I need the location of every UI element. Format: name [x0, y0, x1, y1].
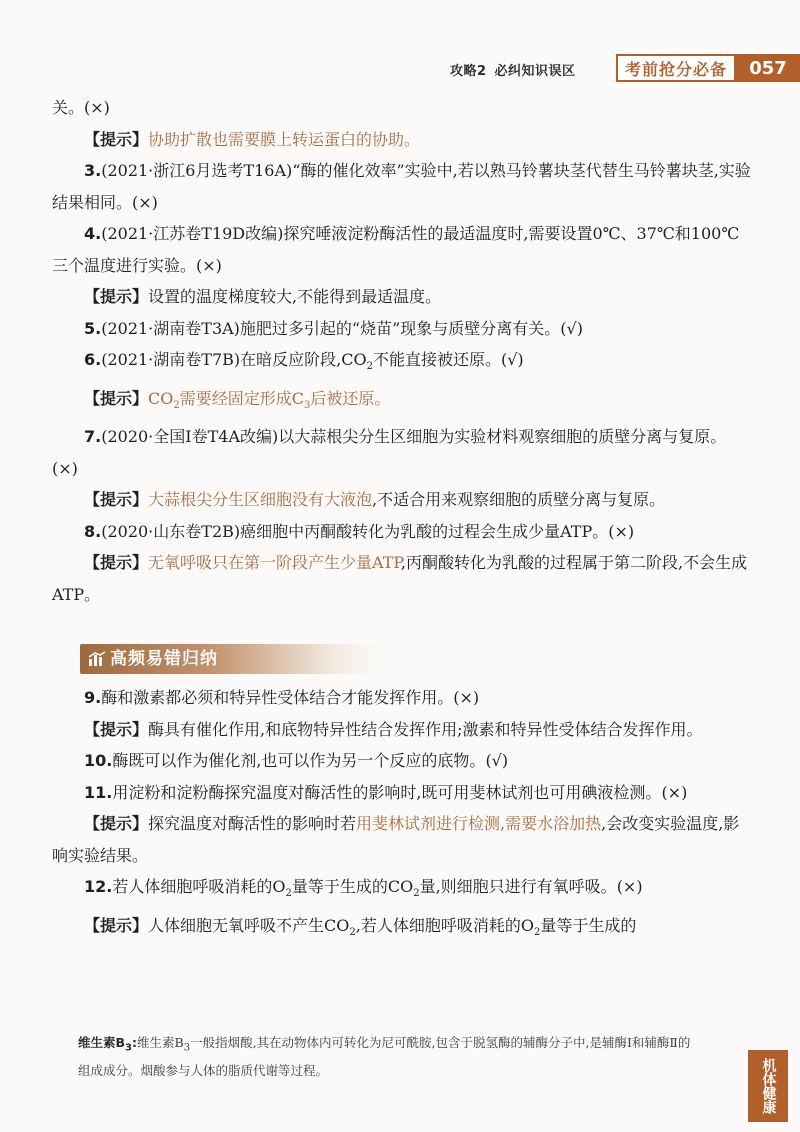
chapter-breadcrumb [450, 60, 576, 79]
question-10 [52, 745, 752, 777]
chapter-title: 必纠知识误区 [494, 64, 576, 79]
hint-11: 【提示】探究温度对酶活性的影响时若用斐林试剂进行检测,需要水浴加热,会改变实验温度,影响实验结果。 [52, 814, 740, 865]
hint-8 [52, 547, 752, 610]
question-11 [52, 777, 752, 809]
question-4 [52, 218, 752, 281]
hint-text: $CO_2$需要经固定形成$C_3$后被还原。 [148, 388, 391, 411]
question-7 [52, 421, 752, 484]
hint-2 [52, 124, 752, 156]
bar-chart-icon [88, 651, 106, 667]
question-number: 12. [84, 877, 113, 897]
footnote-term: 维生素$B_3$: [78, 1035, 137, 1054]
question-3 [52, 155, 752, 218]
answer-mark: (√) [500, 350, 524, 369]
hint-label: 【提示】 [84, 129, 149, 149]
answer-mark: (√) [485, 751, 509, 771]
answer-mark: (×) [453, 688, 480, 708]
question-12: 12.若人体细胞呼吸消耗的$O_2$量等于生成的$CO_2$量,则细胞只进行有氧呼吸。(×) [84, 877, 643, 900]
hint-text: ,不适合用来观察细胞的质壁分离与复原。 [372, 490, 666, 510]
hint-12: 【提示】人体细胞无氧呼吸不产生$CO_2$,若人体细胞呼吸消耗的$O_2$量等于生成的 [84, 916, 637, 939]
question-5 [52, 313, 752, 345]
question-text: (2020·山东卷T2B)癌细胞中丙酮酸转化为乳酸的过程会生成少量ATP。 [101, 521, 609, 541]
question-number: 10. [84, 751, 113, 771]
section-header [80, 644, 380, 674]
question-text: (2021·江苏卷T19D改编)探究唾液淀粉酶活性的最适温度时,需要设置0℃、37℃和100℃三个温度进行实验。 [52, 224, 740, 275]
hint-6 [52, 383, 752, 422]
hint-label: 【提示】 [84, 719, 149, 739]
hint-4 [52, 281, 752, 313]
chapter-number: 攻略2 [450, 64, 487, 79]
question-9 [52, 682, 752, 714]
hint-label: 【提示】 [84, 490, 149, 510]
answer-mark: (×) [608, 521, 635, 541]
hint-label: 【提示】 [84, 388, 149, 408]
answer-mark: (√) [560, 318, 583, 338]
question-number: 5. [84, 318, 102, 338]
hint-label: 【提示】 [84, 916, 149, 936]
hint-label: 【提示】 [84, 287, 149, 306]
question-number: 7. [84, 427, 102, 447]
answer-mark: (×) [616, 877, 643, 897]
hint-highlight: 大蒜根尖分生区细胞没有大液泡 [148, 490, 373, 510]
item-2-continued: 关。(×) [52, 98, 110, 117]
question-text: 酶和激素都必须和特异性受体结合才能发挥作用。 [101, 688, 454, 708]
answer-mark: (×) [196, 255, 222, 275]
hint-label: 【提示】 [84, 553, 149, 573]
page-header [450, 52, 800, 86]
question-8 [52, 516, 752, 548]
page-content [52, 92, 752, 949]
answer-mark: (×) [661, 782, 688, 802]
answer-mark: (×) [52, 458, 78, 478]
question-number: 6. [84, 350, 102, 369]
hint-highlight: 用斐林试剂进行检测,需要水浴加热 [356, 814, 602, 834]
question-number: 8. [84, 521, 102, 541]
hint-highlight: 无氧呼吸只在第一阶段产生少量ATP [148, 553, 401, 573]
page-number: 057 [736, 54, 800, 82]
footnote-text: 维生素$B_3$一般指烟酸,其在动物体内可转化为尼可酰胺,包含于脱氢酶的辅酶分子中,是辅酶Ⅰ和辅酶Ⅱ的组成成分。烟酸参与人体的脂质代谢等过程。 [78, 1035, 691, 1078]
hint-text: 设置的温度梯度较大,不能得到最适温度。 [148, 287, 442, 306]
hint-text: 酶具有催化作用,和底物特异性结合发挥作用;激素和特异性受体结合发挥作用。 [148, 719, 703, 739]
section-title: 高频易错归纳 [110, 649, 218, 670]
question-text: (2020·全国Ⅰ卷T4A改编)以大蒜根尖分生区细胞为实验材料观察细胞的质壁分离与复原。 [101, 427, 727, 447]
question-number: 9. [84, 688, 102, 708]
hint-7 [52, 484, 752, 516]
side-category-tab: 机体健康 [748, 1050, 788, 1122]
answer-mark: (×) [84, 98, 110, 117]
hint-text: ,丙酮酸转化为乳酸的过程属于第二阶段,不会生成ATP。 [52, 553, 748, 604]
question-number: 3. [84, 161, 102, 180]
hint-label: 【提示】 [84, 814, 149, 834]
footnote [78, 1032, 698, 1082]
series-tag: 考前抢分必备 [616, 54, 736, 82]
question-text: (2021·浙江6月选考T16A)“酶的催化效率”实验中,若以熟马铃薯块茎代替生马铃薯块茎,实验结果相同。 [52, 161, 751, 212]
answer-mark: (×) [132, 192, 158, 212]
hint-text: 协助扩散也需要膜上转运蛋白的协助。 [148, 129, 421, 149]
question-text: 酶既可以作为催化剂,也可以作为另一个反应的底物。 [112, 751, 486, 771]
question-text: (2021·湖南卷T3A)施肥过多引起的“烧苗”现象与质壁分离有关。 [101, 318, 561, 338]
hint-9 [52, 714, 752, 746]
question-6: 6.(2021·湖南卷T7B)在暗反应阶段$,CO_2$不能直接被还原。(√) [84, 350, 524, 373]
question-number: 11. [84, 782, 113, 802]
question-number: 4. [84, 224, 102, 243]
question-text: 用淀粉和淀粉酶探究温度对酶活性的影响时,既可用斐林试剂也可用碘液检测。 [112, 782, 662, 802]
